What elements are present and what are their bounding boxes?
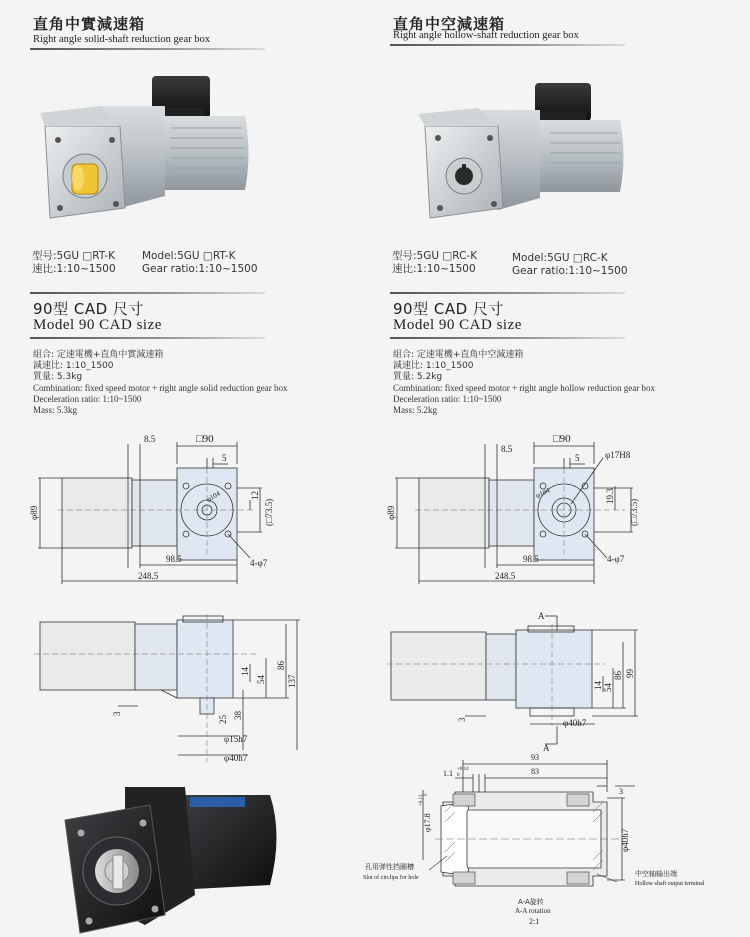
section-dim-83: 83 (531, 767, 539, 776)
right-side-label-a-top: A (538, 611, 545, 621)
left-desc-ratio-cn: 減速比: 1:10_1500 (33, 361, 114, 371)
left-side-dim-14: 14 (240, 667, 250, 676)
left-cad-rule-bottom (30, 337, 265, 339)
section-tol-2: +0.11 (419, 794, 424, 806)
right-dim-sq73: (□73.5) (629, 498, 639, 526)
left-dim-8-5: 8.5 (144, 434, 156, 444)
left-desc-combination-en: Combination: fixed speed motor + right angle solid reduction gear box (33, 383, 288, 393)
left-side-dim-3: 3 (112, 711, 122, 716)
left-cad-cn: 90型 CAD 尺寸 (33, 300, 144, 318)
left-desc-combination-cn: 組合: 定速電機+直角中實減速箱 (33, 350, 164, 360)
right-dim-sq90: □90 (553, 433, 571, 445)
right-dim-5: 5 (575, 453, 580, 463)
right-description (393, 350, 655, 416)
left-side-dim-38: 38 (233, 711, 243, 720)
right-cad-rule-top (390, 292, 625, 294)
left-bottom-product-photo (55, 775, 285, 937)
section-dim-1-1: 1.1 (443, 769, 453, 778)
left-spec-cn-model: 型号:5GU □RT-K (32, 250, 115, 262)
section-dim-3: 3 (619, 787, 623, 796)
left-dim-12: 12 (250, 491, 260, 500)
left-dim-98-5: 98.5 (166, 554, 182, 564)
left-title-rule (30, 48, 265, 50)
left-side-dim-phi40: φ40h7 (224, 753, 248, 763)
left-dim-sq90: □90 (196, 433, 214, 445)
left-side-dim-54: 54 (256, 675, 266, 684)
right-cad-rule-bottom (390, 337, 625, 339)
section-dim-93: 93 (531, 753, 539, 762)
right-dim-19-3: 19.3 (605, 488, 615, 504)
right-side-label-a-bottom: A (543, 743, 550, 753)
right-side-dim-99: 99 (625, 669, 635, 678)
right-desc-combination-cn: 組合: 定速電機+直角中空減速箱 (393, 350, 524, 360)
right-dim-phi104: φ104 (534, 486, 552, 500)
section-rotation-en: A-A rotation (515, 907, 551, 915)
left-dim-248-5: 248.5 (138, 571, 159, 581)
left-dim-sq73: (□73.5) (264, 498, 274, 526)
right-side-dim-86: 86 (613, 671, 623, 680)
section-scale: 2:1 (529, 917, 540, 926)
left-side-dim-phi15: φ15h7 (224, 734, 248, 744)
right-spec-cn-ratio: 速比:1:10~1500 (392, 263, 476, 275)
left-side-dim-25: 25 (218, 715, 228, 724)
right-dim-248-5: 248.5 (495, 571, 516, 581)
right-desc-ratio-cn: 減速比: 1:10_1500 (393, 361, 474, 371)
left-side-dim-137: 137 (287, 674, 297, 688)
left-spec-en-ratio: Gear ratio:1:10~1500 (142, 263, 258, 275)
left-spec-en-model: Model:5GU □RT-K (142, 250, 236, 262)
section-tol-2b: 0 (424, 793, 429, 796)
right-side-drawing (385, 606, 665, 756)
right-product-photo (400, 78, 640, 228)
left-desc-ratio-en: Deceleration ratio: 1:10~1500 (33, 394, 142, 404)
right-dim-hole: 4-φ7 (607, 554, 625, 564)
right-side-dim-3: 3 (457, 717, 467, 722)
right-desc-mass-en: Mass: 5.2kg (393, 405, 438, 415)
right-side-dim-phi40: φ40h7 (563, 718, 587, 728)
right-title-rule (390, 44, 625, 46)
left-title-cn: 直角中實減速箱 (33, 15, 146, 33)
left-dim-5: 5 (222, 453, 227, 463)
section-tol-1: +0.14 (457, 767, 469, 772)
section-tol-1b: 0 (457, 773, 460, 778)
right-desc-mass-cn: 質量: 5.2kg (393, 372, 443, 382)
left-front-drawing (28, 428, 308, 588)
right-section-drawing (345, 752, 745, 932)
left-side-dim-86: 86 (276, 661, 286, 670)
right-desc-ratio-en: Deceleration ratio: 1:10~1500 (393, 394, 502, 404)
left-cad-rule-top (30, 292, 265, 294)
right-dim-8-5: 8.5 (501, 444, 513, 454)
section-label-slot-en: Slot of circlips for hole (363, 875, 419, 881)
right-side-dim-54: 54 (603, 683, 613, 692)
left-cad-en: Model 90 CAD size (33, 317, 162, 333)
section-dim-phi17-8: φ17.8 (423, 813, 432, 832)
left-spec-cn-ratio: 速比:1:10~1500 (32, 263, 116, 275)
left-dim-phi89: φ89 (29, 505, 39, 520)
left-dim-phi104: φ104 (205, 489, 222, 504)
left-description (33, 350, 288, 416)
left-side-drawing (28, 612, 308, 772)
right-spec-en-ratio: Gear ratio:1:10~1500 (512, 265, 628, 277)
right-spec-en-model: Model:5GU □RC-K (512, 252, 608, 264)
left-desc-mass-en: Mass: 5.3kg (33, 405, 78, 415)
right-spec-cn-model: 型号:5GU □RC-K (392, 250, 478, 262)
right-dim-phi17: φ17H8 (605, 450, 631, 460)
right-title-en: Right angle hollow-shaft reduction gear box (393, 30, 579, 41)
section-label-slot-cn: 孔用弹性挡圈槽 (365, 863, 414, 871)
right-side-dim-14: 14 (593, 681, 603, 690)
right-dim-98-5: 98.5 (523, 554, 539, 564)
section-dim-phi40: φ40h7 (620, 828, 630, 852)
right-front-drawing (385, 428, 650, 588)
right-title-cn: 直角中空減速箱 (393, 15, 506, 33)
right-desc-combination-en: Combination: fixed speed motor + right angle hollow reduction gear box (393, 383, 656, 393)
section-label-out-en: Hollow shaft output terminal (635, 881, 705, 887)
left-product-photo (30, 68, 270, 228)
section-rotation-cn: A-A旋转 (518, 898, 544, 906)
right-cad-en: Model 90 CAD size (393, 317, 522, 333)
left-dim-hole: 4-φ7 (250, 558, 268, 568)
right-dim-phi89: φ89 (386, 505, 396, 520)
right-cad-cn: 90型 CAD 尺寸 (393, 300, 504, 318)
left-title-en: Right angle solid-shaft reduction gear box (33, 34, 210, 45)
section-label-out-cn: 中空轴输出端 (635, 870, 677, 878)
left-desc-mass-cn: 質量: 5.3kg (33, 372, 83, 382)
